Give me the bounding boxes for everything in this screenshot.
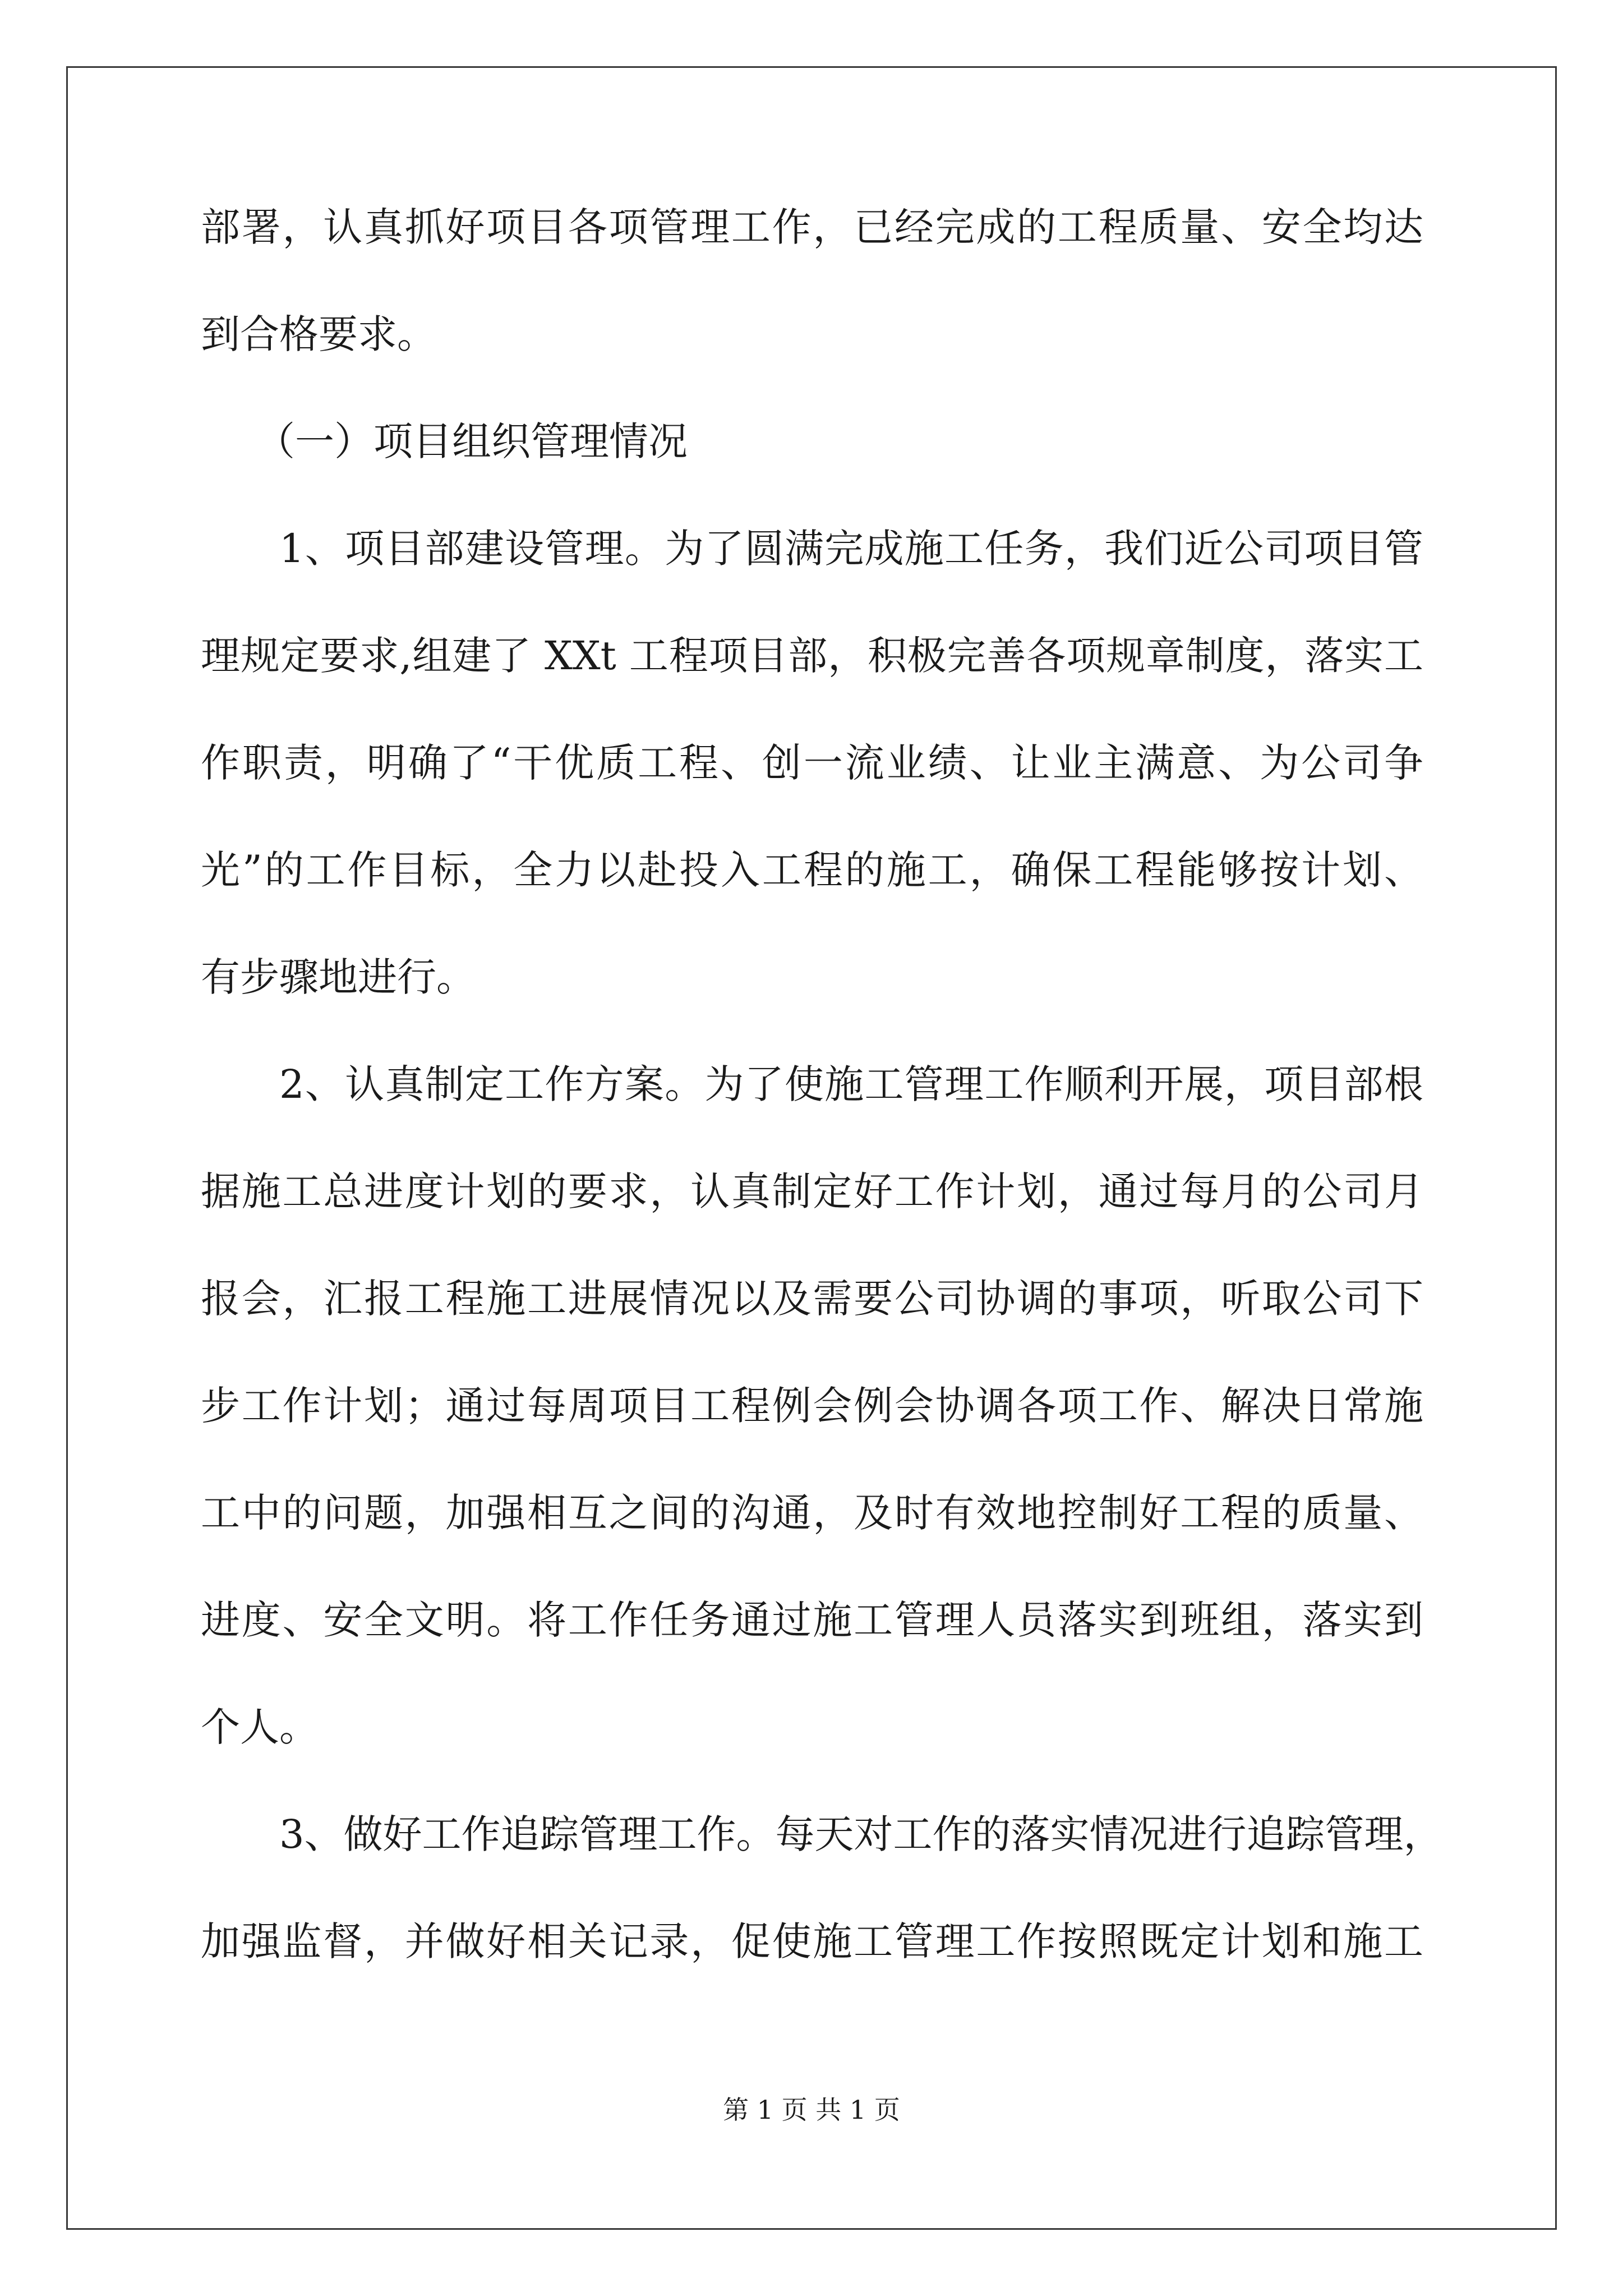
page-footer: 第 1 页 共 1 页 (723, 2095, 900, 2125)
paragraph-line: 作职责，明确了“干优质工程、创一流业绩、让业主满意、为公司争 (201, 740, 1423, 786)
paragraph-line: 1、项目部建设管理。为了圆满完成施工任务，我们近公司项目管 (279, 526, 1423, 572)
paragraph-line: 2、认真制定工作方案。为了使施工管理工作顺利开展，项目部根 (279, 1061, 1423, 1107)
paragraph-line: 步工作计划；通过每周项目工程例会例会协调各项工作、解决日常施 (201, 1383, 1423, 1429)
paragraph-line: 理规定要求,组建了 XXt 工程项目部，积极完善各项规章制度，落实工 (201, 633, 1423, 679)
document-body (201, 204, 1443, 2029)
paragraph-line: 报会，汇报工程施工进展情况以及需要公司协调的事项，听取公司下 (201, 1276, 1423, 1322)
paragraph-line: 进度、安全文明。将工作任务通过施工管理人员落实到班组，落实到 (201, 1597, 1423, 1643)
paragraph-line: 光”的工作目标，全力以赴投入工程的施工，确保工程能够按计划、 (201, 847, 1423, 893)
paragraph-line: 有步骤地进行。 (201, 954, 476, 1000)
paragraph-line: 工中的问题，加强相互之间的沟通，及时有效地控制好工程的质量、 (201, 1490, 1423, 1536)
paragraph-line: 部署，认真抓好项目各项管理工作，已经完成的工程质量、安全均达 (201, 204, 1423, 250)
paragraph-line: 据施工总进度计划的要求，认真制定好工作计划，通过每月的公司月 (201, 1168, 1423, 1214)
paragraph-line: 个人。 (201, 1704, 319, 1750)
paragraph-line: 3、做好工作追踪管理工作。每天对工作的落实情况进行追踪管理， (279, 1811, 1443, 1857)
paragraph-line: 到合格要求。 (201, 311, 436, 357)
paragraph-line: 加强监督，并做好相关记录，促使施工管理工作按照既定计划和施工 (201, 1918, 1423, 1964)
section-heading: （一）项目组织管理情况 (256, 418, 688, 464)
